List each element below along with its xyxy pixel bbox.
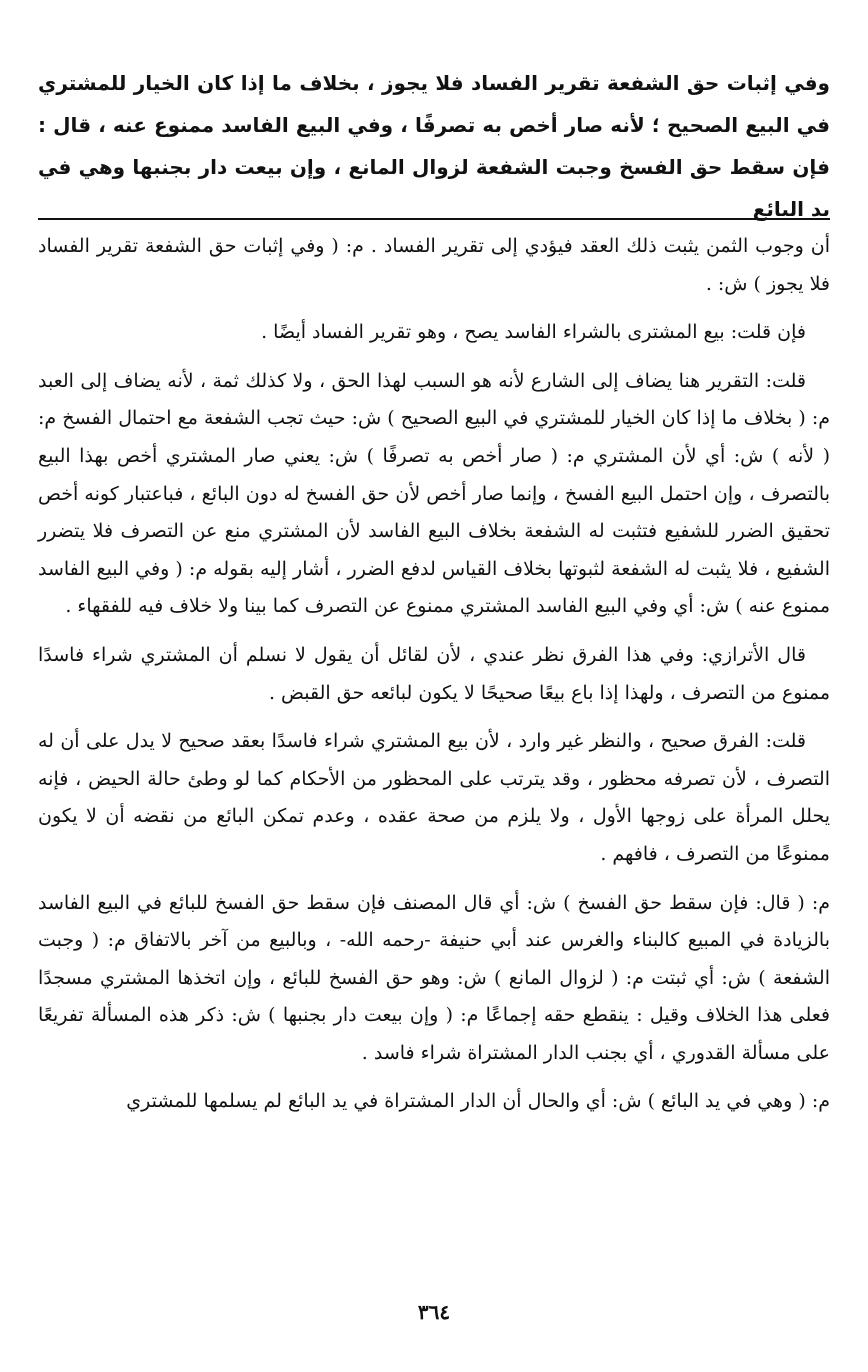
commentary-paragraph: قال الأترازي: وفي هذا الفرق نظر عندي ، لأن لقائل أن يقول لا نسلم أن المشتري شراء فاسدًا ممنوع من التصرف ، ولهذا إذا باع بيعًا صحيحًا لا يكون لبائعه حق القبض . bbox=[38, 643, 830, 704]
matn-text-block bbox=[38, 62, 830, 230]
commentary-paragraph: م: ( وهي في يد البائع ) ش: أي والحال أن الدار المشتراة في يد البائع لم يسلمها للمشتري bbox=[126, 1090, 830, 1113]
commentary-paragraph: أن وجوب الثمن يثبت ذلك العقد فيؤدي إلى تقرير الفساد . م: ( وفي إثبات حق الشفعة تقرير الفساد فلا يجوز ) ش: . bbox=[38, 235, 830, 295]
commentary-paragraph: قلت: الفرق صحيح ، والنظر غير وارد ، لأن بيع المشتري شراء فاسدًا بعقد صحيح لا يدل على أن له التصرف ، لأن تصرفه محظور ، وقد يترتب على المحظور من الأحكام كما لو وطئ حالة الحيض ، فإنه يحلل المرأة على زوجها الأول ، ولا يلزم من صحة عقده ، وعدم تمكن البائع من نقضه أن لا يكون ممنوعًا من التصرف ، فافهم . bbox=[38, 730, 830, 865]
page-number: ٣٦٤ bbox=[417, 1300, 451, 1324]
commentary-paragraph: م: ( قال: فإن سقط حق الفسخ ) ش: أي قال المصنف فإن سقط حق الفسخ للبائع في البيع الفاسد بالزيادة في المبيع كالبناء والغرس عند أبي حنيفة -رحمه الله- ، وبالبيع من آخر بالاتفاق م: ( وجبت الشفعة ) ش: أي ثبتت م: ( لزوال المانع ) ش: وهو حق الفسخ للبائع ، وإن اتخذها المشتري مسجدًا فعلى هذا الخلاف وقيل : ينقطع حقه إجماعًا م: ( وإن بيعت دار بجنبها ) ش: ذكر هذه المسألة تفريعًا على مسألة القدوري ، أي بجنب الدار المشتراة شراء فاسد . bbox=[38, 891, 830, 1064]
commentary-paragraph: قلت: التقرير هنا يضاف إلى الشارع لأنه هو السبب لهذا الحق ، ولا كذلك ثمة ، لأنه يضاف إلى العبد م: ( بخلاف ما إذا كان الخيار للمشتري في البيع الصحيح ) ش: حيث تجب الشفعة مع احتمال الفسخ م: ( لأنه ) ش: أي لأن المشتري م: ( صار أخص به تصرفًا ) ش: يعني صار المشتري أخص بهذا البيع بالتصرف ، وإن احتمل البيع الفسخ ، وإنما صار أخص لأن حق الفسخ له دون البائع ، فباعتبار كونه أخص تحقيق الضرر للشفيع فتثبت له الشفعة بخلاف البيع الفاسد لأن المشتري منع عن التصرف فلا يتضرر الشفيع ، فلا يثبت له الشفعة لثبوتها بخلاف القياس لدفع الضرر ، أشار إليه بقوله م: ( وفي البيع الفاسد ممنوع عنه ) ش: أي وفي البيع الفاسد المشتري ممنوع عن التصرف كما بينا ولا خلاف فيه للفقهاء . bbox=[38, 369, 830, 618]
section-divider bbox=[38, 218, 830, 220]
matn-paragraph: وفي إثبات حق الشفعة تقرير الفساد فلا يجوز ، بخلاف ما إذا كان الخيار للمشتري في البيع الصحيح ؛ لأنه صار أخص به تصرفًا ، وفي البيع الفاسد ممنوع عنه ، قال : فإن سقط حق الفسخ وجبت الشفعة لزوال المانع ، وإن بيعت دار بجنبها وهي في يد البائع bbox=[38, 71, 830, 221]
commentary-paragraph: فإن قلت: بيع المشترى بالشراء الفاسد يصح ، وهو تقرير الفساد أيضًا . bbox=[261, 321, 806, 344]
commentary-block bbox=[38, 228, 830, 1121]
